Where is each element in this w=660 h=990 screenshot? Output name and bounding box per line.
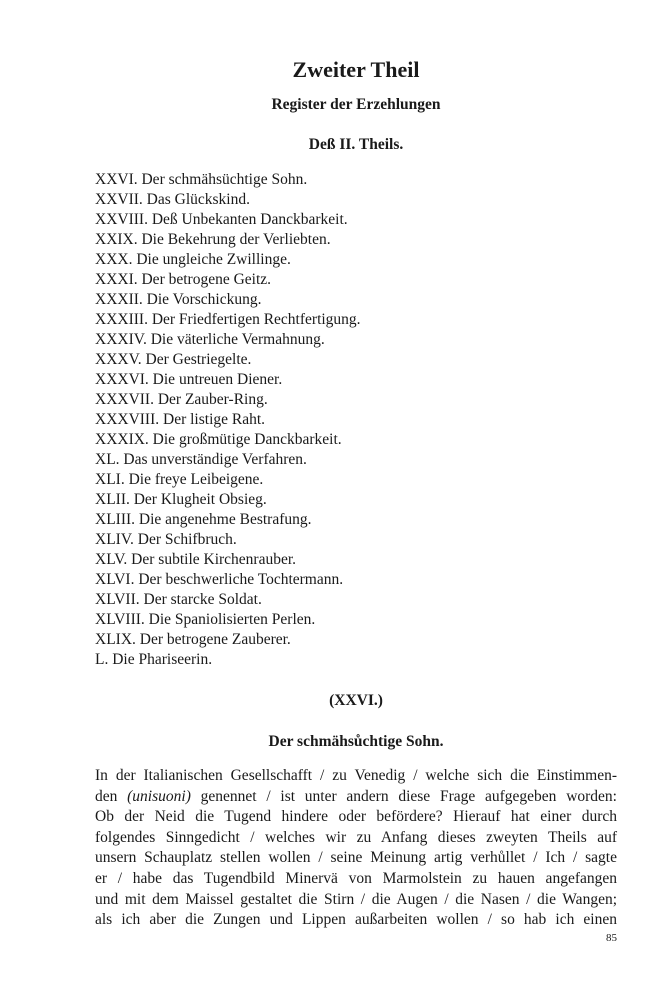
toc-entry: XLVIII. Die Spaniolisierten Perlen. xyxy=(95,611,316,628)
body-line: Ob der Neid die Tugend hindere oder befördere? Hierauf hat einer durch xyxy=(95,808,617,826)
toc-entry: XLVI. Der beschwerliche Tochtermann. xyxy=(95,571,344,588)
toc-entry: XXXIV. Die väterliche Vermahnung. xyxy=(95,331,325,348)
chapter-number: (XXVI.) xyxy=(329,692,383,709)
toc-entry: XXXII. Die Vorschickung. xyxy=(95,291,262,308)
toc-entry: XLV. Der subtile Kirchenrauber. xyxy=(95,551,297,568)
body-text-segment: genennet / ist unter andern diese Frage aufgegeben worden: xyxy=(190,787,617,805)
toc-entry: XXXVIII. Der listige Raht. xyxy=(95,411,266,428)
body-line: und mit dem Maissel gestaltet die Stirn / die Augen / die Nasen / die Wangen; xyxy=(95,890,617,908)
toc-entry: XXIX. Die Bekehrung der Verliebten. xyxy=(95,231,331,248)
body-line: als ich aber die Zungen und Lippen außarbeiten wollen / so hab ich einen xyxy=(95,911,617,929)
register-subtitle: Deß II. Theils. xyxy=(308,136,404,153)
toc-entry: XLII. Der Klugheit Obsieg. xyxy=(95,491,267,508)
chapter-body xyxy=(95,766,617,931)
chapter-title: Der schmähsůchtige Sohn. xyxy=(268,733,444,750)
register-title: Register der Erzehlungen xyxy=(271,96,441,113)
toc-entry: XXVI. Der schmähsüchtige Sohn. xyxy=(95,171,308,188)
body-line: In der Italianischen Gesellschafft / zu Venedig / welche sich die Einstimmen- xyxy=(95,767,617,784)
body-line xyxy=(95,787,617,808)
toc-entry: XXXI. Der betrogene Geitz. xyxy=(95,271,272,288)
toc-entry: XXXVII. Der Zauber-Ring. xyxy=(95,391,268,408)
body-line: er / habe das Tugendbild Minervä von Marmolstein zu hauen angefangen xyxy=(95,869,617,887)
toc-entry: XXXIII. Der Friedfertigen Rechtfertigung. xyxy=(95,311,361,328)
body-text-segment: den xyxy=(95,787,128,805)
toc-entry: XXXVI. Die untreuen Diener. xyxy=(95,371,283,388)
toc-entry: L. Die Phariseerin. xyxy=(95,651,213,668)
toc-entry: XLI. Die freye Leibeigene. xyxy=(95,471,264,488)
toc-entry: XXXV. Der Gestriegelte. xyxy=(95,351,252,368)
toc-entry: XLIX. Der betrogene Zauberer. xyxy=(95,631,291,648)
page-number: 85 xyxy=(606,932,617,944)
toc-entry: XLVII. Der starcke Soldat. xyxy=(95,591,262,608)
body-line: folgendes Sinngedicht / welches wir zu Anfang dieses zweyten Theils auf xyxy=(95,828,617,846)
book-page xyxy=(95,0,617,990)
toc-entry: XXVII. Das Glückskind. xyxy=(95,191,250,208)
toc-entry: XXX. Die ungleiche Zwillinge. xyxy=(95,251,291,268)
toc-entry: XXVIII. Deß Unbekanten Danckbarkeit. xyxy=(95,211,348,228)
toc-entry: XLIII. Die angenehme Bestrafung. xyxy=(95,511,312,528)
body-line: unsern Schauplatz stellen wollen / seine Meinung artig verhůllet / Ich / sagte xyxy=(95,849,617,867)
part-title: Zweiter Theil xyxy=(292,57,420,82)
table-of-contents xyxy=(95,170,617,670)
toc-entry: XLIV. Der Schifbruch. xyxy=(95,531,237,548)
italic-term: (unisuoni) xyxy=(127,787,191,805)
toc-entry: XL. Das unverständige Verfahren. xyxy=(95,451,307,468)
toc-entry: XXXIX. Die großmütige Danckbarkeit. xyxy=(95,431,342,448)
